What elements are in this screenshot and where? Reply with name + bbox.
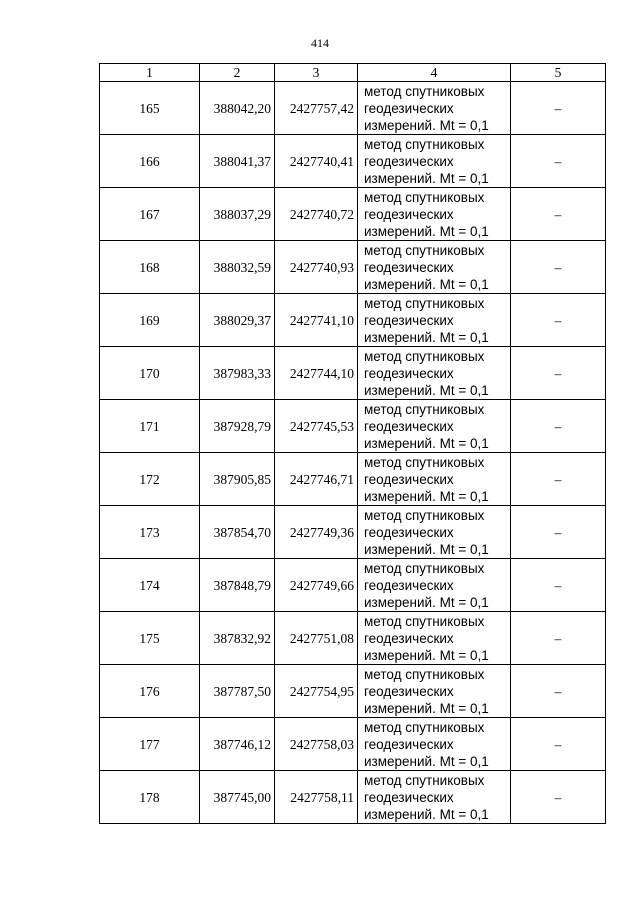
point-number: 176 <box>100 665 200 718</box>
method-line: метод спутниковых <box>364 295 485 311</box>
note-dash: – <box>511 82 606 135</box>
note-dash: – <box>511 771 606 824</box>
method-description <box>358 135 511 188</box>
column-header: 5 <box>511 64 606 82</box>
point-number: 177 <box>100 718 200 771</box>
note-dash: – <box>511 400 606 453</box>
method-line: геодезических <box>364 312 454 328</box>
note-dash: – <box>511 294 606 347</box>
method-description <box>358 559 511 612</box>
table-row <box>100 241 606 294</box>
coordinate-y: 2427740,72 <box>275 188 358 241</box>
point-number: 165 <box>100 82 200 135</box>
coordinate-y: 2427758,11 <box>275 771 358 824</box>
note-dash: – <box>511 135 606 188</box>
method-line: метод спутниковых <box>364 772 485 788</box>
point-number: 178 <box>100 771 200 824</box>
method-description <box>358 188 511 241</box>
method-line: геодезических <box>364 683 454 699</box>
coordinate-y: 2427749,36 <box>275 506 358 559</box>
coordinate-x: 388032,59 <box>200 241 275 294</box>
coordinate-y: 2427745,53 <box>275 400 358 453</box>
point-number: 170 <box>100 347 200 400</box>
method-line: геодезических <box>364 365 454 381</box>
column-header: 1 <box>100 64 200 82</box>
coordinate-y: 2427757,42 <box>275 82 358 135</box>
method-line: измерений. Mt = 0,1 <box>364 594 489 610</box>
method-line: геодезических <box>364 471 454 487</box>
method-description <box>358 453 511 506</box>
coordinate-y: 2427758,03 <box>275 718 358 771</box>
method-line: измерений. Mt = 0,1 <box>364 117 489 133</box>
column-header: 2 <box>200 64 275 82</box>
table-row <box>100 400 606 453</box>
coordinate-y: 2427749,66 <box>275 559 358 612</box>
method-line: метод спутниковых <box>364 136 485 152</box>
method-description <box>358 347 511 400</box>
method-line: измерений. Mt = 0,1 <box>364 329 489 345</box>
method-line: геодезических <box>364 418 454 434</box>
table-header-row <box>100 64 606 82</box>
coordinate-y: 2427740,93 <box>275 241 358 294</box>
note-dash: – <box>511 718 606 771</box>
table-row <box>100 135 606 188</box>
method-line: геодезических <box>364 206 454 222</box>
coordinate-x: 387787,50 <box>200 665 275 718</box>
method-line: метод спутниковых <box>364 348 485 364</box>
method-description <box>358 506 511 559</box>
method-line: измерений. Mt = 0,1 <box>364 541 489 557</box>
coordinate-y: 2427741,10 <box>275 294 358 347</box>
method-line: метод спутниковых <box>364 613 485 629</box>
table-row <box>100 612 606 665</box>
method-line: измерений. Mt = 0,1 <box>364 170 489 186</box>
point-number: 169 <box>100 294 200 347</box>
coordinate-x: 387832,92 <box>200 612 275 665</box>
method-description <box>358 665 511 718</box>
method-line: геодезических <box>364 577 454 593</box>
page-number: 414 <box>311 36 329 50</box>
coordinate-x: 387928,79 <box>200 400 275 453</box>
coordinate-x: 388042,20 <box>200 82 275 135</box>
coordinate-x: 388037,29 <box>200 188 275 241</box>
table-row <box>100 294 606 347</box>
method-description <box>358 241 511 294</box>
method-description <box>358 400 511 453</box>
method-line: метод спутниковых <box>364 401 485 417</box>
point-number: 173 <box>100 506 200 559</box>
point-number: 175 <box>100 612 200 665</box>
point-number: 172 <box>100 453 200 506</box>
method-line: измерений. Mt = 0,1 <box>364 488 489 504</box>
method-line: метод спутниковых <box>364 189 485 205</box>
point-number: 174 <box>100 559 200 612</box>
method-line: геодезических <box>364 789 454 805</box>
note-dash: – <box>511 559 606 612</box>
table-body <box>100 82 606 824</box>
point-number: 168 <box>100 241 200 294</box>
method-line: геодезических <box>364 100 454 116</box>
table-row <box>100 718 606 771</box>
method-line: метод спутниковых <box>364 242 485 258</box>
coordinate-y: 2427740,41 <box>275 135 358 188</box>
method-line: метод спутниковых <box>364 507 485 523</box>
method-line: метод спутниковых <box>364 719 485 735</box>
coordinate-x: 387905,85 <box>200 453 275 506</box>
coordinate-y: 2427754,95 <box>275 665 358 718</box>
table-row <box>100 559 606 612</box>
column-header: 3 <box>275 64 358 82</box>
method-description <box>358 294 511 347</box>
coordinate-x: 387848,79 <box>200 559 275 612</box>
column-header: 4 <box>358 64 511 82</box>
method-line: метод спутниковых <box>364 560 485 576</box>
note-dash: – <box>511 241 606 294</box>
method-line: метод спутниковых <box>364 83 485 99</box>
coordinate-y: 2427744,10 <box>275 347 358 400</box>
method-description <box>358 771 511 824</box>
coordinate-y: 2427751,08 <box>275 612 358 665</box>
method-line: метод спутниковых <box>364 666 485 682</box>
method-line: измерений. Mt = 0,1 <box>364 753 489 769</box>
method-line: метод спутниковых <box>364 454 485 470</box>
method-description <box>358 82 511 135</box>
method-line: измерений. Mt = 0,1 <box>364 806 489 822</box>
method-line: геодезических <box>364 259 454 275</box>
table-row <box>100 82 606 135</box>
coordinate-x: 387745,00 <box>200 771 275 824</box>
point-number: 171 <box>100 400 200 453</box>
coordinate-x: 388029,37 <box>200 294 275 347</box>
coordinate-x: 387854,70 <box>200 506 275 559</box>
table-row <box>100 188 606 241</box>
method-line: геодезических <box>364 524 454 540</box>
note-dash: – <box>511 188 606 241</box>
method-line: геодезических <box>364 736 454 752</box>
coordinate-x: 388041,37 <box>200 135 275 188</box>
table-row <box>100 453 606 506</box>
method-line: измерений. Mt = 0,1 <box>364 435 489 451</box>
coordinate-x: 387983,33 <box>200 347 275 400</box>
note-dash: – <box>511 665 606 718</box>
method-line: измерений. Mt = 0,1 <box>364 382 489 398</box>
point-number: 166 <box>100 135 200 188</box>
table-row <box>100 347 606 400</box>
coordinate-x: 387746,12 <box>200 718 275 771</box>
table-row <box>100 506 606 559</box>
table-row <box>100 771 606 824</box>
coordinate-y: 2427746,71 <box>275 453 358 506</box>
method-description <box>358 718 511 771</box>
table-row <box>100 665 606 718</box>
note-dash: – <box>511 347 606 400</box>
note-dash: – <box>511 612 606 665</box>
method-line: измерений. Mt = 0,1 <box>364 223 489 239</box>
method-line: измерений. Mt = 0,1 <box>364 276 489 292</box>
method-line: геодезических <box>364 153 454 169</box>
point-number: 167 <box>100 188 200 241</box>
method-line: измерений. Mt = 0,1 <box>364 700 489 716</box>
coordinates-table <box>99 63 606 824</box>
method-description <box>358 612 511 665</box>
method-line: измерений. Mt = 0,1 <box>364 647 489 663</box>
note-dash: – <box>511 506 606 559</box>
method-line: геодезических <box>364 630 454 646</box>
note-dash: – <box>511 453 606 506</box>
